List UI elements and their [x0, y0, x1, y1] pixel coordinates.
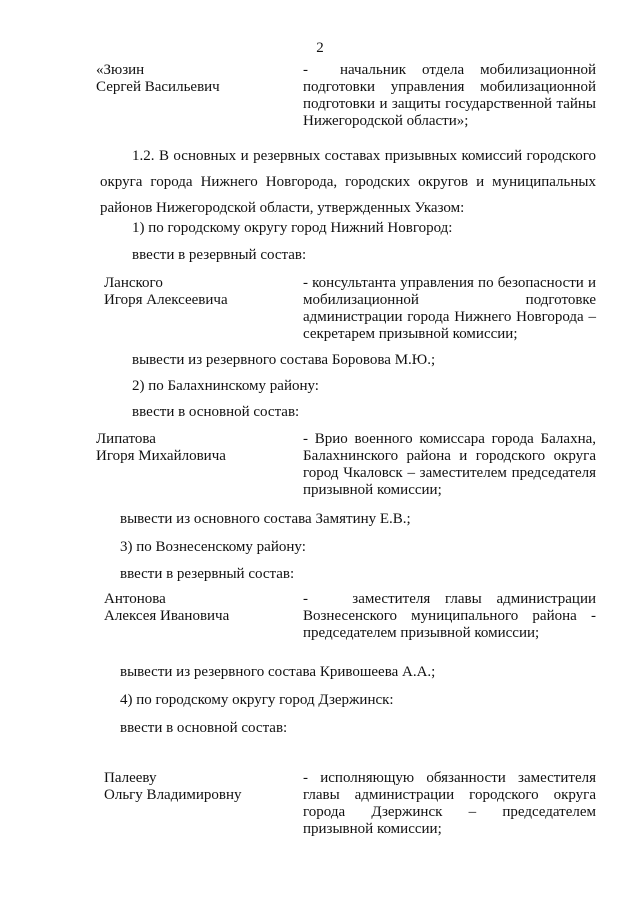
position-description: - заместителя главы администрации Вознесенского муниципального района - председателем призывной комиссии; [303, 591, 596, 641]
instruction-remove-reserve: вывести из резервного состава Кривошеева А.А.; [120, 664, 436, 680]
person-name [96, 431, 226, 465]
instruction-add-main: ввести в основной состав: [132, 404, 300, 420]
person-given-names: Алексея Ивановича [104, 608, 230, 624]
person-surname: «Зюзин [96, 62, 145, 78]
position-description: - начальник отдела мобилизационной подготовки управления мобилизационной подготовки и защиты государственной тайны Нижегородской области»; [303, 62, 596, 129]
paragraph-1-2: 1.2. В основных и резервных составах призывных комиссий городского округа города Нижнего Новгорода, городских округов и муниципальных районов Нижегородской области, утвержденных Указом: [100, 148, 596, 216]
position-description: - Врио военного комиссара города Балахна, Балахнинского района и городского округа город Чкаловск – заместителем председателя призывной комиссии; [303, 431, 596, 498]
subsection-dzerzhinsk: 4) по городскому округу город Дзержинск: [120, 692, 394, 708]
instruction-add-main: ввести в основной состав: [120, 720, 288, 736]
person-surname: Палееву [104, 770, 157, 786]
instruction-add-reserve: ввести в резервный состав: [120, 566, 295, 582]
position-description: - консультанта управления по безопасности и мобилизационной подготовке администрации города Нижнего Новгорода – секретарем призывной комиссии; [303, 275, 596, 342]
person-name [104, 770, 242, 804]
person-surname: Липатова [96, 431, 156, 447]
person-name [96, 62, 220, 96]
person-name [104, 275, 228, 309]
page-number: 2 [316, 40, 324, 56]
subsection-balakhna: 2) по Балахнинскому району: [132, 378, 319, 394]
subsection-voznesenskoe: 3) по Вознесенскому району: [120, 539, 306, 555]
position-description: - исполняющую обязанности заместителя главы администрации городского округа города Дзержинск – председателем призывной комиссии; [303, 770, 596, 837]
instruction-remove-reserve: вывести из резервного состава Боровова М.Ю.; [132, 352, 436, 368]
person-given-names: Игоря Михайловича [96, 448, 226, 464]
person-given-names: Игоря Алексеевича [104, 292, 228, 308]
person-given-names: Сергей Васильевич [96, 79, 220, 95]
subsection-nizhny-novgorod: 1) по городскому округу город Нижний Новгород: [132, 220, 453, 236]
person-surname: Антонова [104, 591, 166, 607]
instruction-add-reserve: ввести в резервный состав: [132, 247, 307, 263]
person-name [104, 591, 229, 625]
person-surname: Ланского [104, 275, 163, 291]
person-given-names: Ольгу Владимировну [104, 787, 242, 803]
instruction-remove-main: вывести из основного состава Замятину Е.В.; [120, 511, 411, 527]
